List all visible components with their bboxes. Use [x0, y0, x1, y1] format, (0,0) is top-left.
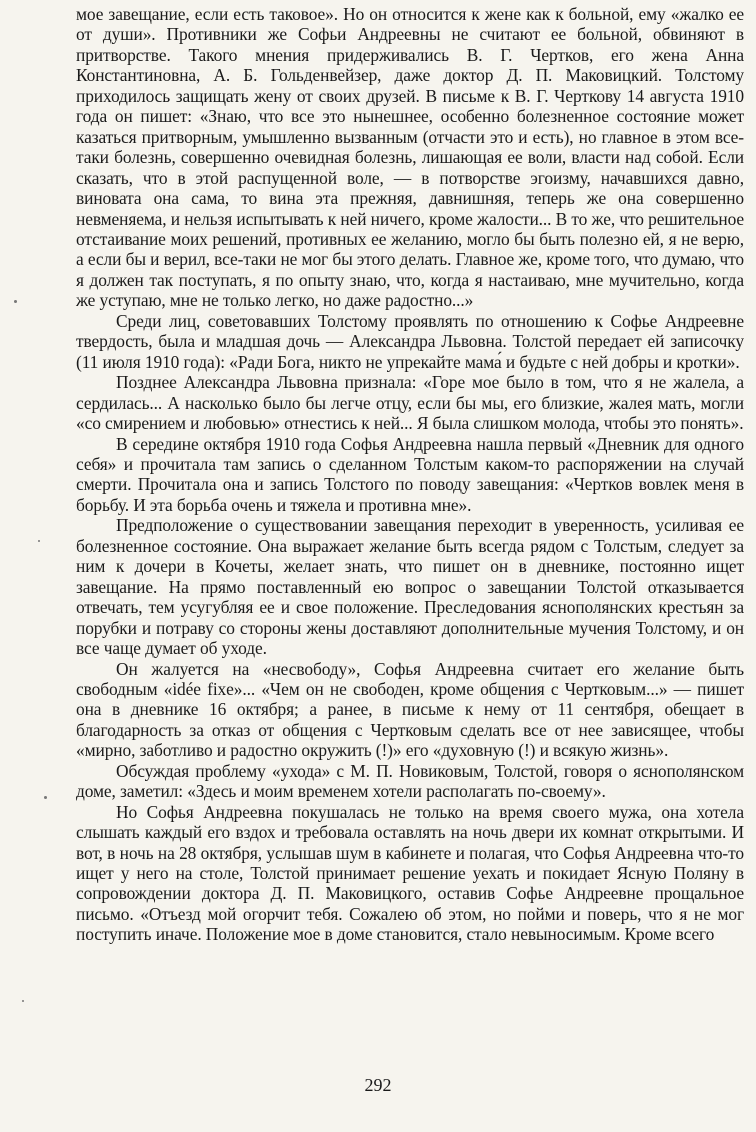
scan-speck	[38, 540, 40, 542]
paragraph-8: Но Софья Андреевна покушалась не только на время своего мужа, она хотела слышать каждый его вздох и требовала оставлять на ночь двери их комнат открытыми. И вот, в ночь на 28 октября, услышав шум в кабинете и полагая, что Софья Андреевна что-то ищет у него на столе, Толстой принимает решение уехать и покидает Ясную Поляну в сопровождении доктора Д. П. Маковицкого, оставив Софье Андреевне прощальное письмо. «Отъезд мой огорчит тебя. Сожалею об этом, но пойми и поверь, что я не мог поступить иначе. Положение мое в доме становится, стало невыносимым. Кроме всего	[76, 801, 744, 945]
paragraph-5: Предположение о существовании завещания переходит в уверенность, усиливая ее болезненное состояние. Она выражает желание быть всегда рядом с Толстым, следует за ним к дочери в Кочеты, желает знать, что пишет он в дневнике, постоянно ищет завещание. На прямо поставленный ею вопрос о завещании Толстой отказывается отвечать, тем усугубляя ее и свое положение. Преследования яснополянских крестьян за порубки и потраву со стороны жены доставляют дополнительные мучения Толстому, и он все чаще думает об уходе.	[76, 515, 744, 659]
scan-speck	[14, 300, 17, 303]
scan-speck	[44, 796, 47, 799]
body-text	[76, 4, 744, 945]
page-number: 292	[364, 1075, 392, 1095]
paragraph-4: В середине октября 1910 года Софья Андреевна нашла первый «Дневник для одного себя» и прочитала там запись о сделанном Толстым каком-то распоряжении на случай смерти. Прочитала она и запись Толстого по поводу завещания: «Чертков вовлек меня в борьбу. И эта борьба очень и тяжела и противна мне».	[76, 433, 744, 515]
paragraph-3: Позднее Александра Львовна призналa: «Горе мое было в том, что я не жалела, а сердилась... А насколько было бы легче отцу, если бы мы, его близкие, жалея мать, могли «со смирением и любовью» отнестись к ней... Я была слишком молода, чтобы это понять».	[76, 372, 744, 434]
scan-speck	[22, 1000, 24, 1002]
paragraph-1: мое завещание, если есть таковое». Но он относится к жене как к больной, ему «жалко ее от души». Противники же Софьи Андреевны не считают ее больной, обвиняют в притворстве. Такого мнения придерживались В. Г. Чертков, его жена Анна Константиновна, А. Б. Гольденвейзер, даже доктор Д. П. Маковицкий. Толстому приходилось защищать жену от своих друзей. В письме к В. Г. Черткову 14 августа 1910 года он пишет: «Знаю, что все это нынешнее, особенно болезненное состояние может казаться притворным, умышленно вызванным (отчасти это и есть), но главное в этом все-таки болезнь, совершенно очевидная болезнь, лишающая ее воли, власти над собой. Если сказать, что в этой распущенной воле, — в потворстве эгоизму, начавшихся давно, виновата она сама, то вина эта прежняя, давнишняя, теперь же она совершенно невменяема, и нельзя испытывать к ней ничего, кроме жалости... В то же, что решительное отстаивание моих решений, противных ее желанию, могло бы быть полезно ей, я не верю, а если бы и верил, все-таки не мог бы этого делать. Главное же, кроме того, что думаю, что я должен так поступать, я по опыту знаю, что, когда я настаиваю, мне мучительно, когда же уступаю, мне не только легко, но даже радостно...»	[76, 4, 744, 311]
paragraph-6: Он жалуется на «несвободу», Софья Андреевна считает его желание быть свободным «idée fixe»... «Чем он не свободен, кроме общения с Чертковым...» — пишет она в дневнике 16 октября; а ранее, в письме к нему от 11 сентября, обещает в благодарность за отказ от общения с Чертковым сделать все от нее зависящее, чтобы «мирно, заботливо и радостно окружить (!)» его «духовную (!) и всякую жизнь».	[76, 658, 744, 761]
paragraph-2: Среди лиц, советовавших Толстому проявлять по отношению к Софье Андреевне твердость, была и младшая дочь — Александра Львовна. Толстой передает ей записочку (11 июля 1910 года): «Ради Бога, никто не упрекайте мама́ и будьте с ней добры и кротки».	[76, 310, 744, 372]
paragraph-7: Обсуждая проблему «ухода» с М. П. Новиковым, Толстой, говоря о яснополянском доме, заметил: «Здесь и моим временем хотели располагать по-своему».	[76, 760, 744, 802]
